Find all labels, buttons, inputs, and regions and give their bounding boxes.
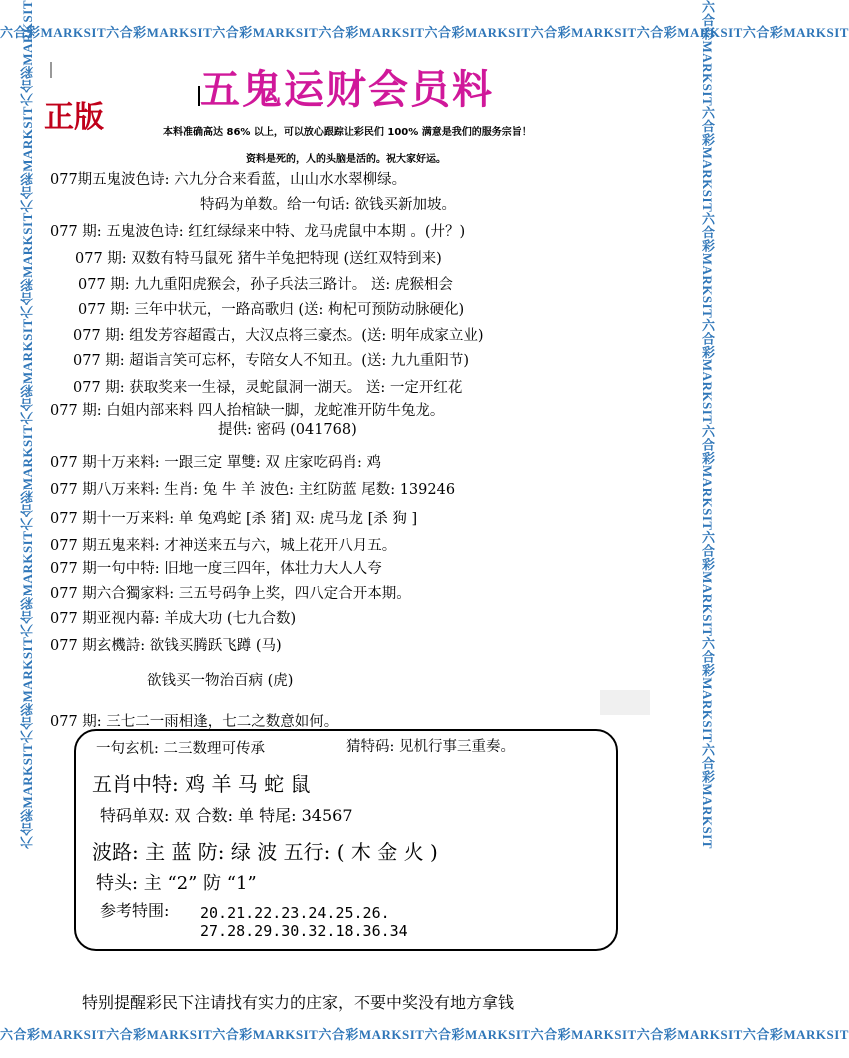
password-line: 提供: 密码 (041768) [218,422,357,438]
watermark-border-right: 六合彩MARKSIT六合彩MARKSIT六合彩MARKSIT六合彩MARKSIT六合彩MARKSIT六合彩MARKSIT六合彩MARKSIT六合彩MARKSIT [700,0,715,849]
info-line: 077 期: 获取奖来一生禄，灵蛇鼠洞一湖天。 送: 一定开红花 [73,380,463,396]
info-line: 欲钱买一物治百病 (虎) [147,673,294,689]
info-line: 077 期玄機詩: 欲钱买腾跃飞蹲 (马) [50,638,282,654]
box-odd-even: 特码单双: 双 合数: 单 特尾: 34567 [100,806,353,825]
info-line: 077 期: 三七二一雨相逢，七二之数意如何。 [50,714,339,730]
info-line: 077期五鬼波色诗: 六九分合来看蓝，山山水水翠柳绿。 [50,172,407,188]
info-line: 077 期五鬼来料: 才神送来五与六，城上花开八月五。 [50,538,397,554]
box-range-row2: 27.28.29.30.32.18.36.34 [200,922,408,940]
decorative-shade [600,690,650,715]
info-line: 077 期一句中特: 旧地一度三四年，体壮力大人人夸 [50,561,382,577]
watermark-border-bottom: 六合彩MARKSIT六合彩MARKSIT六合彩MARKSIT六合彩MARKSIT六合彩MARKSIT六合彩MARKSIT六合彩MARKSIT六合彩MARKSIT [0,1027,849,1042]
info-line: 077 期: 白姐内部来料 四人抬棺缺一脚，龙蛇准开防牛兔龙。 [50,403,445,419]
info-line: 077 期十万来料: 一跟三定 單雙: 双 庄家吃码肖: 鸡 [50,455,381,471]
info-line: 077 期: 五鬼波色诗: 红红绿绿来中特、龙马虎鼠中本期 。(廾？) [50,224,466,240]
box-riddle: 一句玄机: 二三数理可传承 [96,741,265,757]
watermark-border-top: 六合彩MARKSIT六合彩MARKSIT六合彩MARKSIT六合彩MARKSIT六合彩MARKSIT六合彩MARKSIT六合彩MARKSIT六合彩MARKSIT [0,25,849,40]
info-line: 077 期: 超诣言笑可忘杯，专陪女人不知丑。(送: 九九重阳节) [73,353,470,369]
info-line: 077 期: 九九重阳虎猴会，孙子兵法三路计。 送: 虎猴相会 [78,277,453,293]
info-line: 077 期八万来料: 生肖: 兔 牛 羊 波色: 主红防蓝 尾数: 139246 [50,482,456,498]
box-head: 特头: 主 “2” 防 “1” [96,873,257,894]
info-line: 077 期十一万来料: 单 兔鸡蛇 [杀 猪] 双: 虎马龙 [杀 狗 ] [50,511,418,527]
edge-mark [50,62,52,78]
info-line: 077 期: 组发芳容超霞古，大汉点将三豪杰。(送: 明年成家立业) [73,328,484,344]
box-five-zodiac: 五肖中特: 鸡 羊 马 蛇 鼠 [92,772,311,796]
box-wave-elements: 波路: 主 蓝 防: 绿 波 五行: ( 木 金 火 ) [92,840,438,864]
authentic-badge: 正版 [44,100,104,135]
box-range-label: 参考特围: [100,901,170,920]
info-line: 077 期亚视内幕: 羊成大功 (七九合数) [50,611,297,627]
info-line: 077 期: 双数有特马鼠死 猪牛羊兔把特现 (送红双特到来) [75,251,442,267]
info-line: 077 期六合獨家料: 三五号码争上奖，四八定合开本期。 [50,586,411,602]
box-guess: 猜特码: 见机行事三重奏。 [346,739,515,755]
page-title: 五鬼运财会员料 [200,67,494,113]
slogan-luck: 资料是死的，人的头脑是活的。祝大家好运。 [246,154,446,165]
slogan-accuracy: 本料准确高达 86% 以上，可以放心跟踪让彩民们 100% 满意是我们的服务宗旨！ [163,127,532,138]
info-line: 077 期: 三年中状元，一路高歌归 (送: 枸杞可预防动脉硬化) [78,302,465,318]
info-line: 特码为单数。给一句话: 欲钱买新加坡。 [200,197,456,213]
box-range-row1: 20.21.22.23.24.25.26. [200,904,390,922]
watermark-border-left: 六合彩MARKSIT六合彩MARKSIT六合彩MARKSIT六合彩MARKSIT六合彩MARKSIT六合彩MARKSIT六合彩MARKSIT六合彩MARKSIT [20,0,35,849]
footer-reminder: 特别提醒彩民下注请找有实力的庄家，不要中奖没有地方拿钱 [82,993,515,1012]
